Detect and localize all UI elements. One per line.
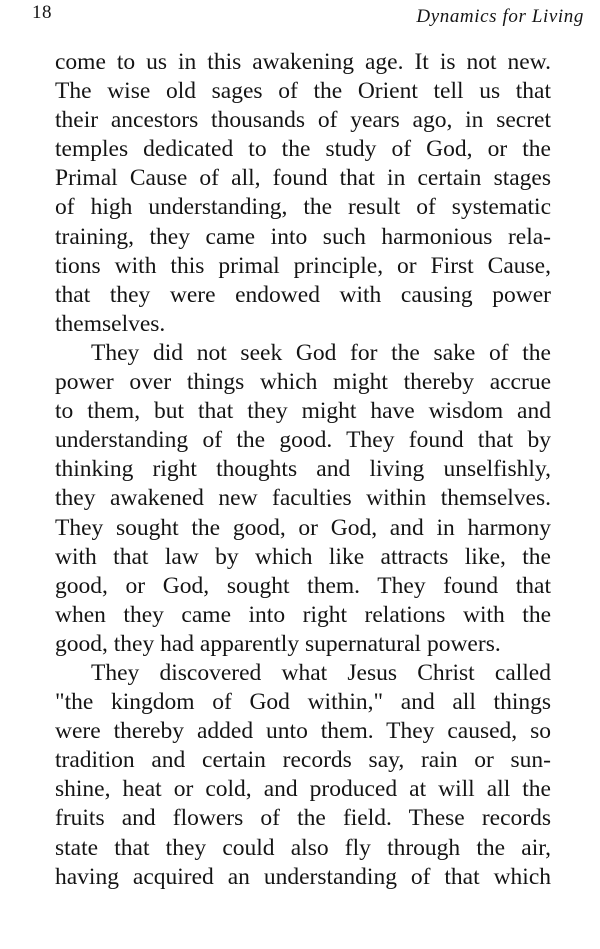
text-line: of high understanding, the result of systematic [55, 194, 551, 221]
text-line: state that they could also fly through the air, [55, 834, 551, 861]
text-line: come to us in this awakening age. It is not new. [55, 49, 551, 75]
text-line: when they came into right relations with the [55, 601, 551, 628]
text-line: They did not seek God for the sake of the [91, 339, 551, 366]
paragraph [55, 659, 551, 892]
body-text [55, 48, 551, 892]
text-line: fruits and flowers of the field. These records [55, 805, 551, 832]
text-line: understanding of the good. They found that by [55, 427, 551, 454]
text-line: shine, heat or cold, and produced at will all the [55, 776, 551, 803]
text-line: good, or God, sought them. They found that [55, 572, 551, 599]
text-line: good, they had apparently supernatural powers. [55, 630, 501, 657]
text-line: "the kingdom of God within," and all things [55, 689, 551, 716]
text-line: tions with this primal principle, or First Cause, [55, 252, 551, 279]
page-number: 18 [32, 2, 52, 23]
text-line: The wise old sages of the Orient tell us that [55, 78, 551, 105]
text-line: themselves. [55, 310, 166, 337]
text-line: having acquired an understanding of that which [55, 863, 551, 890]
text-line: thinking right thoughts and living unselfishly, [55, 456, 551, 483]
text-line: They sought the good, or God, and in harmony [55, 514, 551, 541]
text-line: that they were endowed with causing power [55, 281, 551, 308]
text-line: they awakened new faculties within themselves. [55, 485, 551, 512]
text-line: They discovered what Jesus Christ called [91, 659, 551, 686]
text-line: their ancestors thousands of years ago, in secret [55, 107, 551, 134]
text-line: training, they came into such harmonious rela- [55, 223, 551, 250]
text-line: temples dedicated to the study of God, or the [55, 136, 551, 163]
text-line: Primal Cause of all, found that in certain stages [55, 165, 551, 192]
text-line: tradition and certain records say, rain or sun- [55, 747, 551, 774]
paragraph [55, 339, 551, 659]
text-line: were thereby added unto them. They caused, so [55, 718, 551, 745]
text-line: with that law by which like attracts like, the [55, 543, 551, 570]
text-line: power over things which might thereby accrue [55, 369, 551, 396]
paragraph [55, 48, 551, 339]
text-line: to them, but that they might have wisdom and [55, 398, 551, 425]
running-title: Dynamics for Living [416, 6, 584, 27]
